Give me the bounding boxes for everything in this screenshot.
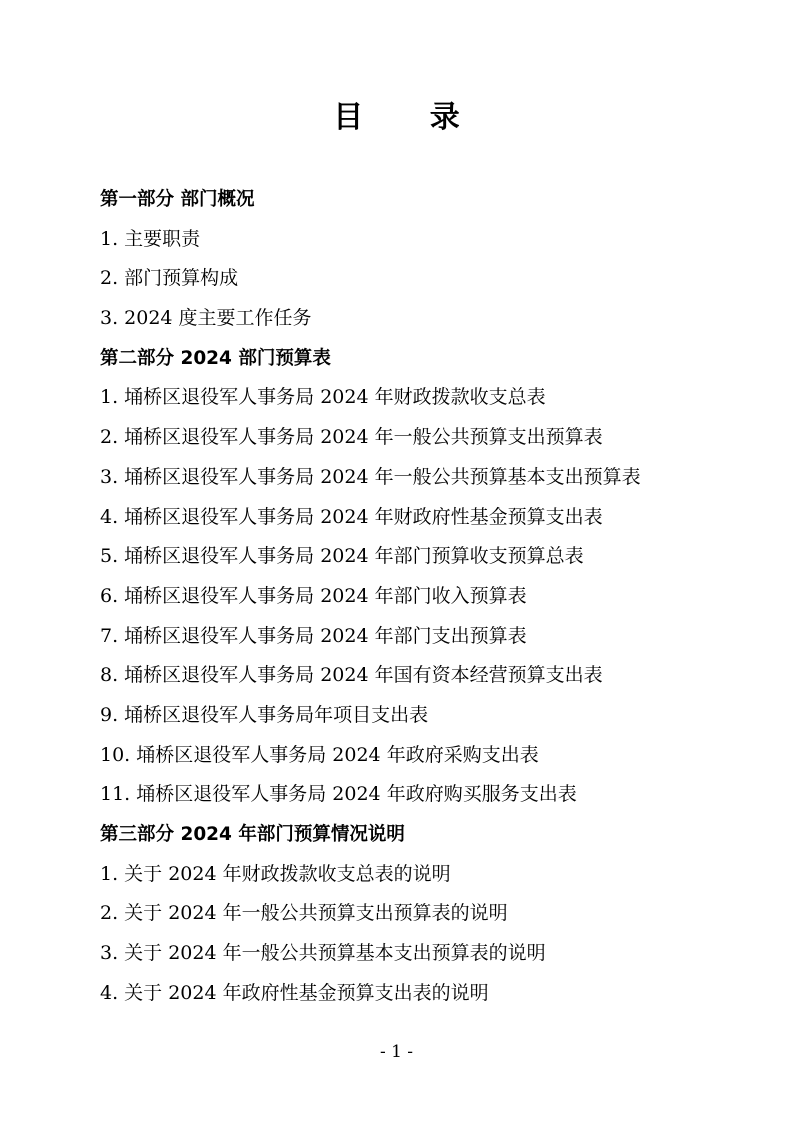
toc-section-heading: 第一部分 部门概况 <box>100 189 255 210</box>
toc-item: 2. 关于 2024 年一般公共预算支出预算表的说明 <box>100 902 508 925</box>
toc-item: 10. 埇桥区退役军人事务局 2024 年政府采购支出表 <box>100 743 539 766</box>
toc-item: 1. 埇桥区退役军人事务局 2024 年财政拨款收支总表 <box>100 386 546 409</box>
table-of-contents <box>100 180 740 1013</box>
toc-item: 1. 关于 2024 年财政拨款收支总表的说明 <box>100 862 451 885</box>
page-title: 目 录 <box>333 100 488 135</box>
toc-item: 6. 埇桥区退役军人事务局 2024 年部门收入预算表 <box>100 584 527 607</box>
toc-item: 11. 埇桥区退役军人事务局 2024 年政府购买服务支出表 <box>100 783 577 806</box>
toc-item: 4. 埇桥区退役军人事务局 2024 年财政府性基金预算支出表 <box>100 505 603 528</box>
toc-item: 2. 部门预算构成 <box>100 267 239 290</box>
page-number: - 1 - <box>379 1042 414 1062</box>
toc-item: 7. 埇桥区退役军人事务局 2024 年部门支出预算表 <box>100 624 527 647</box>
toc-section-heading: 第二部分 2024 部门预算表 <box>100 347 331 369</box>
toc-item: 2. 埇桥区退役军人事务局 2024 年一般公共预算支出预算表 <box>100 426 603 449</box>
toc-item: 9. 埇桥区退役军人事务局年项目支出表 <box>100 703 429 726</box>
toc-section-heading: 第三部分 2024 年部门预算情况说明 <box>100 824 405 845</box>
toc-item: 3. 关于 2024 年一般公共预算基本支出预算表的说明 <box>100 942 546 965</box>
toc-item: 4. 关于 2024 年政府性基金预算支出表的说明 <box>100 981 489 1004</box>
toc-item: 3. 2024 度主要工作任务 <box>100 307 312 330</box>
toc-item: 5. 埇桥区退役军人事务局 2024 年部门预算收支预算总表 <box>100 545 584 568</box>
toc-item: 8. 埇桥区退役军人事务局 2024 年国有资本经营预算支出表 <box>100 664 603 687</box>
toc-item: 1. 主要职责 <box>100 227 201 250</box>
toc-item: 3. 埇桥区退役军人事务局 2024 年一般公共预算基本支出预算表 <box>100 465 641 488</box>
